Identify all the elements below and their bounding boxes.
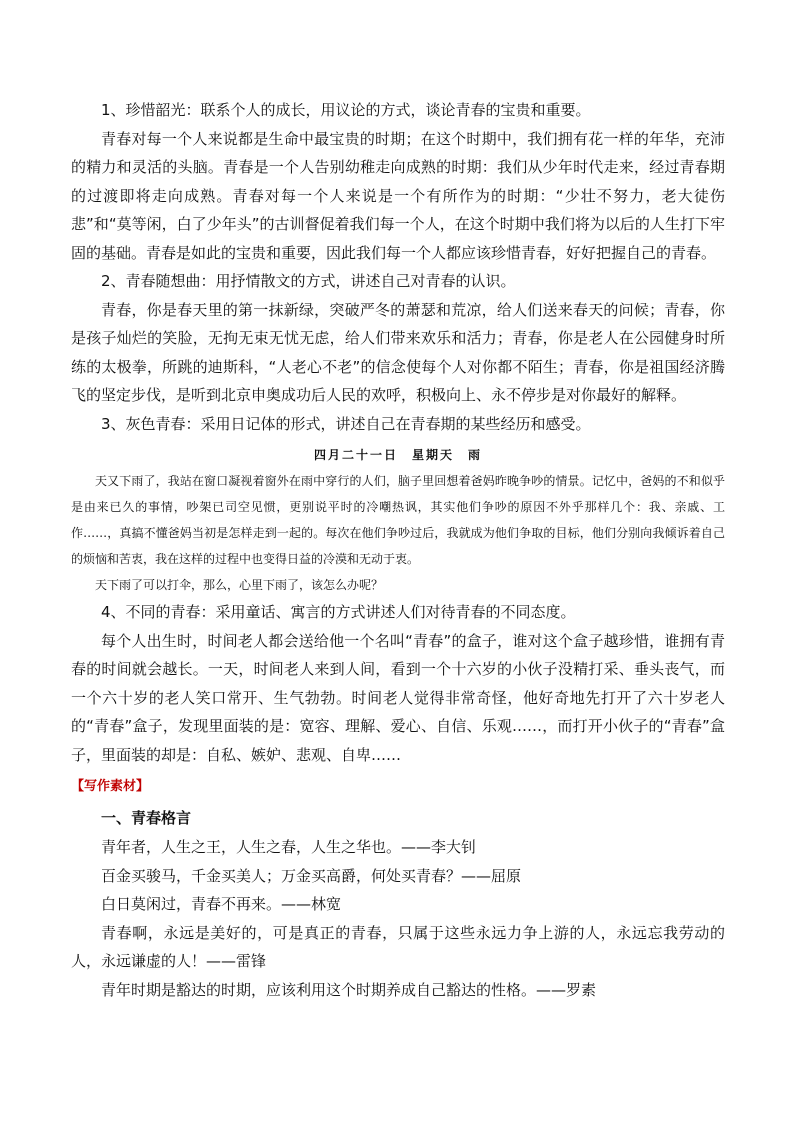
document-content xyxy=(71,96,725,1004)
quote-item: 白日莫闲过，青春不再来。——林宽 xyxy=(101,895,342,913)
quote-item: 青年者，人生之王，人生之春，人生之华也。——李大钊 xyxy=(101,838,477,856)
diary-paragraph: 天又下雨了，我站在窗口凝视着窗外在雨中穿行的人们，脑子里回想着爸妈昨晚争吵的情景。记忆中，爸妈的不和似乎是由来已久的事情，吵架已司空见惯，更别说平时的冷嘲热讽，其实他们争吵的原因不外乎那样几个：我、亲戚、工作……，真搞不懂爸妈当初是怎样走到一起的。每次在他们争吵过后，我就成为他们争取的目标，他们分别向我倾诉着自己的烦恼和苦衷，我在这样的过程中也变得日益的冷漠和无动于衷。 xyxy=(71,474,725,566)
writing-material-tag: 【写作素材】 xyxy=(71,779,150,794)
quote-item: 青年时期是豁达的时期，应该利用这个时期养成自己豁达的性格。——罗素 xyxy=(101,980,597,999)
item1-body: 青春对每一个人来说都是生命中最宝贵的时期；在这个时期中，我们拥有花一样的年华，充沛的精力和灵活的头脑。青春是一个人告别幼稚走向成熟的时期：我们从少年时代走来，经过青春期的过渡即将走向成熟。青春对每一个人来说是一个有所作为的时期：“少壮不努力，老大徒伤悲”和“莫等闲，白了少年头”的古训督促着我们每一个人，在这个时期中我们将为以后的人生打下牢固的基础。青春是如此的宝贵和重要，因此我们每一个人都应该珍惜青春，好好把握自己的青春。 xyxy=(71,129,725,262)
item2-heading: 2、青春随想曲：用抒情散文的方式，讲述自己对青春的认识。 xyxy=(101,272,516,290)
item4-heading: 4、不同的青春：采用童话、寓言的方式讲述人们对待青春的不同态度。 xyxy=(101,603,576,621)
item3-heading: 3、灰色青春：采用日记体的形式，讲述自己在青春期的某些经历和感受。 xyxy=(101,414,591,433)
quotes-heading: 一、青春格言 xyxy=(101,809,192,827)
item4-body: 每个人出生时，时间老人都会送给他一个名叫“青春”的盒子，谁对这个盒子越珍惜，谁拥有青春的时间就会越长。一天，时间老人来到人间，看到一个十六岁的小伙子没精打采、垂头丧气，而一个六十岁的老人笑口常开、生气勃勃。时间老人觉得非常奇怪，他好奇地先打开了六十岁老人的“青春”盒子，发现里面装的是：宽容、理解、爱心、自信、乐观……，而打开小伙子的“青春”盒子，里面装的却是：自私、嫉妒、悲观、自卑…… xyxy=(71,631,725,764)
item1-heading: 1、珍惜韶光：联系个人的成长，用议论的方式，谈论青春的宝贵和重要。 xyxy=(101,101,591,119)
quote-item: 青春啊，永远是美好的，可是真正的青春，只属于这些永远力争上游的人，永远忘我劳动的人，永远谦虚的人！——雷锋 xyxy=(71,923,725,970)
diary-paragraph: 天下雨了可以打伞，那么，心里下雨了，该怎么办呢？ xyxy=(95,578,384,592)
item2-body: 青春，你是春天里的第一抹新绿，突破严冬的萧瑟和荒凉，给人们送来春天的问候；青春，你是孩子灿烂的笑脸，无拘无束无忧无虑，给人们带来欢乐和活力；青春，你是老人在公园健身时所练的太极拳，所跳的迪斯科，“人老心不老”的信念使每个人对你都不陌生；青春，你是祖国经济腾飞的坚定步伐，是听到北京申奥成功后人民的欢呼，积极向上、永不停步是对你最好的解释。 xyxy=(71,300,725,404)
quote-item: 百金买骏马，千金买美人；万金买高爵，何处买青春？——屈原 xyxy=(101,866,522,885)
diary-title: 四月二十一日 星期天 雨 xyxy=(313,448,482,462)
